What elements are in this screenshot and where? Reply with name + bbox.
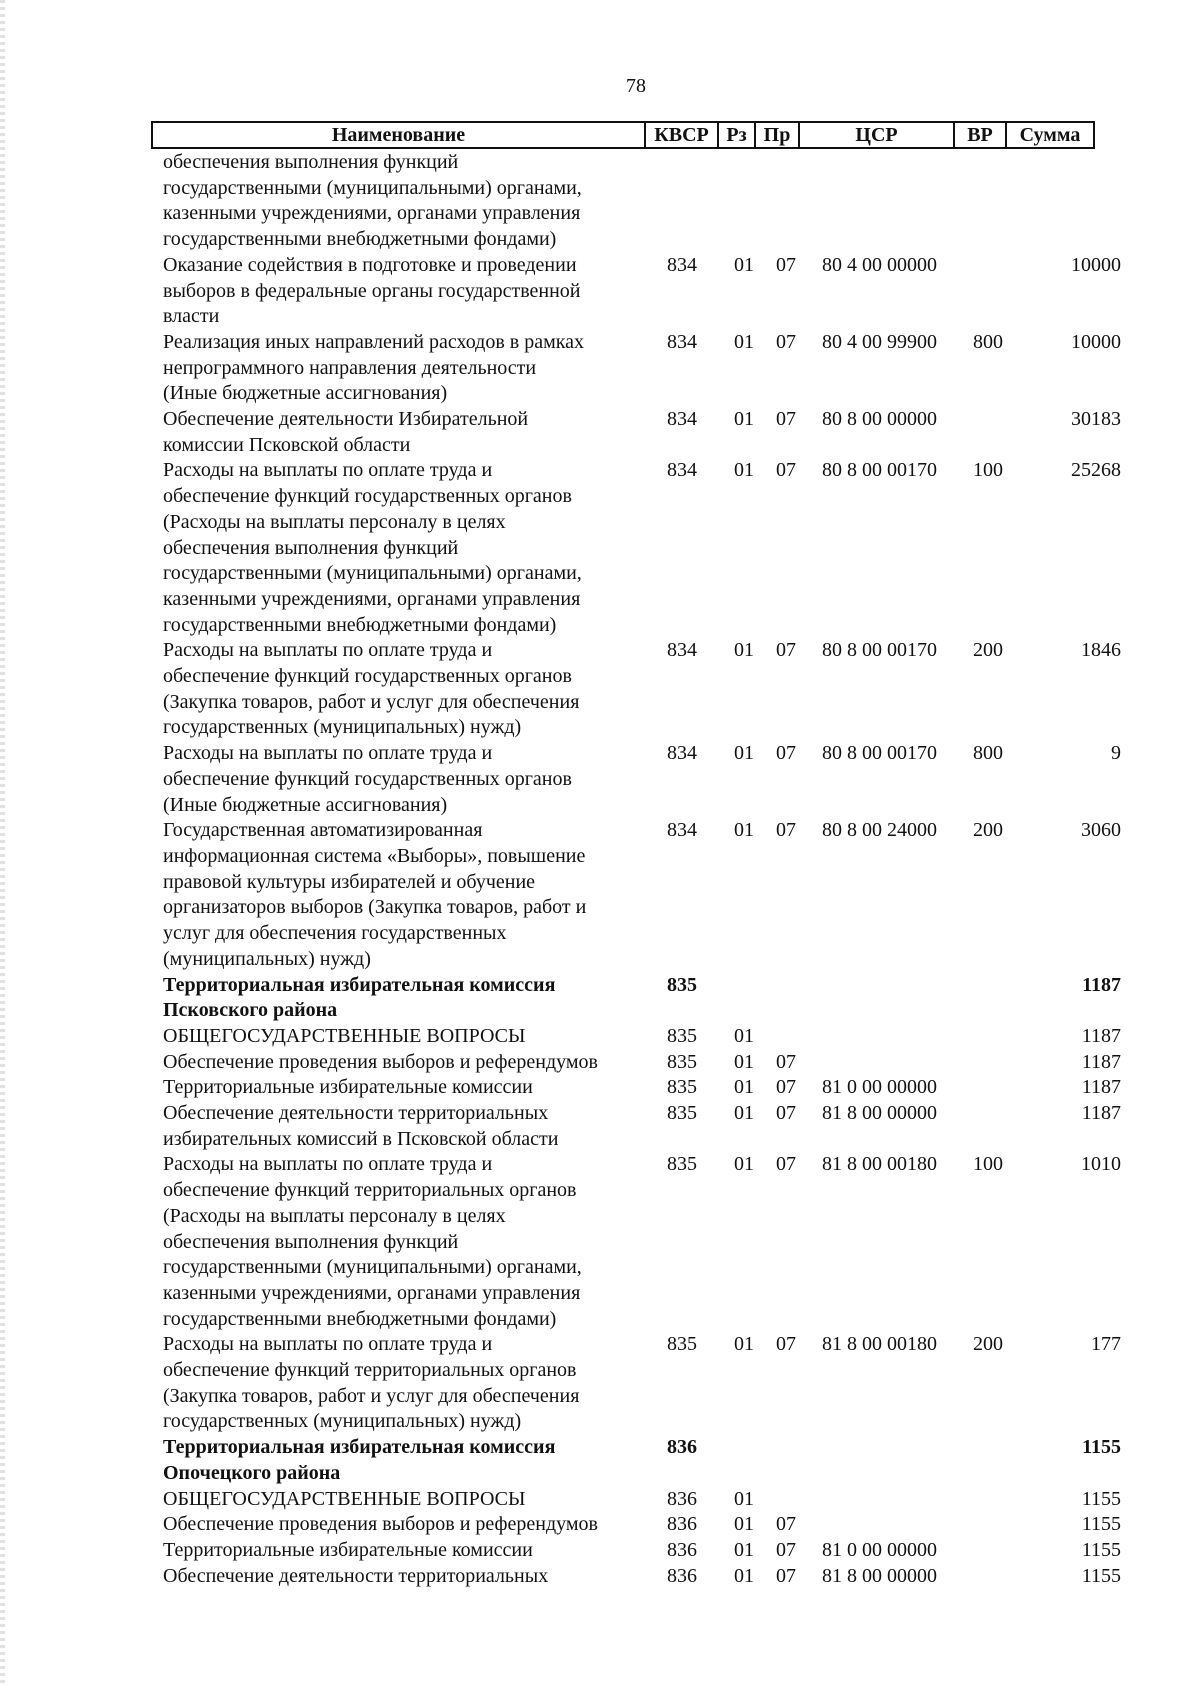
cell-pr: 07: [776, 1513, 796, 1536]
cell-kvsr: 836: [667, 1564, 697, 1587]
cell-kvsr: 836: [667, 1436, 697, 1459]
cell-vr: 100: [973, 1153, 1003, 1176]
cell-sum: 25268: [1071, 459, 1121, 482]
cell-name: Расходы на выплаты по оплате труда и обеспечение функций территориальных органов (Расходы на выплаты персоналу в целях обеспечения выполнения функций государственными (муниципальными) органами, казенными учреждениями, органами управления государственными внебюджетными фондами): [163, 1153, 582, 1330]
cell-sum: 1155: [1081, 1538, 1121, 1561]
cell-rz: 01: [734, 1564, 754, 1587]
cell-pr: 07: [776, 408, 796, 431]
table-row: [0, 1050, 1200, 1076]
table-row: [0, 1152, 1200, 1332]
cell-kvsr: 836: [667, 1513, 697, 1536]
cell-kvsr: 834: [667, 408, 697, 431]
cell-kvsr: 835: [667, 1024, 697, 1047]
cell-kvsr: 835: [667, 1076, 697, 1099]
cell-sum: 9: [1111, 742, 1121, 765]
header-pr: Пр: [756, 123, 800, 147]
cell-kvsr: 836: [667, 1487, 697, 1510]
cell-rz: 01: [734, 1024, 754, 1047]
cell-sum: 1187: [1082, 973, 1121, 996]
cell-csr: 80 4 00 00000: [822, 253, 937, 276]
cell-name: Обеспечение деятельности территориальных избирательных комиссий в Псковской области: [163, 1102, 559, 1150]
header-csr: ЦСР: [800, 123, 955, 147]
cell-kvsr: 834: [667, 459, 697, 482]
cell-kvsr: 835: [667, 1050, 697, 1073]
cell-kvsr: 835: [667, 973, 697, 996]
cell-vr: 800: [973, 330, 1003, 353]
table-row: [0, 638, 1200, 741]
cell-rz: 01: [734, 1513, 754, 1536]
cell-name: Обеспечение проведения выборов и референдумов: [163, 1050, 598, 1073]
cell-sum: 1155: [1081, 1564, 1121, 1587]
cell-name: Расходы на выплаты по оплате труда и обеспечение функций государственных органов (Иные бюджетные ассигнования): [163, 742, 572, 816]
cell-pr: 07: [776, 330, 796, 353]
cell-name: Территориальная избирательная комиссия Опочецкого района: [163, 1436, 556, 1484]
cell-rz: 01: [734, 1050, 754, 1073]
table-row: [0, 741, 1200, 818]
cell-sum: 1155: [1081, 1487, 1121, 1510]
cell-csr: 81 8 00 00180: [822, 1333, 937, 1356]
table-header: [151, 121, 1095, 149]
cell-sum: 1155: [1081, 1513, 1121, 1536]
cell-pr: 07: [776, 459, 796, 482]
cell-name: Территориальные избирательные комиссии: [163, 1076, 533, 1099]
cell-name: Государственная автоматизированная информационная система «Выборы», повышение правовой культуры избирателей и обучение организаторов выборов (Закупка товаров, работ и услуг для обеспечения государственных (муниципальных) нужд): [163, 819, 587, 970]
cell-name: Оказание содействия в подготовке и проведении выборов в федеральные органы государственной власти: [163, 253, 581, 328]
cell-sum: 1187: [1081, 1102, 1121, 1125]
header-sum: Сумма: [1019, 124, 1081, 146]
cell-sum: 10000: [1071, 253, 1121, 276]
table-row: [0, 818, 1200, 972]
table-row: [0, 1538, 1200, 1564]
cell-vr: 800: [973, 742, 1003, 765]
cell-sum: 1846: [1081, 639, 1121, 662]
cell-name: Обеспечение деятельности Избирательной комиссии Псковской области: [163, 408, 529, 456]
cell-kvsr: 834: [667, 742, 697, 765]
cell-csr: 80 8 00 00000: [822, 408, 937, 431]
cell-pr: 07: [776, 1050, 796, 1073]
cell-pr: 07: [776, 1538, 796, 1561]
cell-rz: 01: [734, 639, 754, 662]
header-kvsr: КВСР: [646, 123, 719, 147]
cell-rz: 01: [734, 1487, 754, 1510]
cell-csr: 81 0 00 00000: [822, 1538, 937, 1561]
cell-sum: 1155: [1082, 1436, 1121, 1459]
cell-rz: 01: [734, 1333, 754, 1356]
cell-rz: 01: [734, 1538, 754, 1561]
cell-name: Территориальные избирательные комиссии: [163, 1538, 533, 1561]
cell-rz: 01: [734, 1153, 754, 1176]
cell-csr: 81 8 00 00180: [822, 1153, 937, 1176]
table-row: [0, 150, 1200, 253]
cell-csr: 81 8 00 00000: [822, 1102, 937, 1125]
cell-kvsr: 834: [667, 639, 697, 662]
table-row: [0, 330, 1200, 407]
cell-kvsr: 836: [667, 1538, 697, 1561]
cell-pr: 07: [776, 1564, 796, 1587]
cell-pr: 07: [776, 819, 796, 842]
header-vr: ВР: [955, 123, 1007, 147]
cell-csr: 80 8 00 00170: [822, 459, 937, 482]
cell-name: обеспечения выполнения функций государственными (муниципальными) органами, казенными учреждениями, органами управления государственными внебюджетными фондами): [163, 151, 582, 251]
table-body: [0, 150, 1200, 1589]
table-row: [0, 1512, 1200, 1538]
cell-kvsr: 835: [667, 1153, 697, 1176]
cell-sum: 1187: [1081, 1050, 1121, 1073]
header-name: Наименование: [153, 123, 646, 147]
table-row: [0, 407, 1200, 458]
cell-name: Реализация иных направлений расходов в рамках непрограммного направления деятельности (Иные бюджетные ассигнования): [163, 330, 585, 405]
cell-csr: 80 8 00 00170: [822, 742, 937, 765]
table-row: [0, 253, 1200, 330]
cell-sum: 1187: [1081, 1024, 1121, 1047]
cell-name: Обеспечение проведения выборов и референдумов: [163, 1513, 598, 1536]
cell-kvsr: 834: [667, 253, 697, 276]
cell-name: Расходы на выплаты по оплате труда и обеспечение функций государственных органов (Расходы на выплаты персоналу в целях обеспечения выполнения функций государственными (муниципальными) органами, казенными учреждениями, органами управления государственными внебюджетными фондами): [163, 459, 582, 636]
cell-name: Расходы на выплаты по оплате труда и обеспечение функций территориальных органов (Закупка товаров, работ и услуг для обеспечения государственных (муниципальных) нужд): [163, 1333, 580, 1433]
table-row: [0, 1332, 1200, 1435]
cell-kvsr: 835: [667, 1333, 697, 1356]
cell-vr: 200: [973, 1333, 1003, 1356]
cell-name: Обеспечение деятельности территориальных: [163, 1564, 549, 1587]
table-row: [0, 1564, 1200, 1590]
table-row: [0, 973, 1200, 1024]
cell-vr: 200: [973, 819, 1003, 842]
page-number: 78: [626, 75, 646, 97]
cell-name: Расходы на выплаты по оплате труда и обеспечение функций государственных органов (Закупка товаров, работ и услуг для обеспечения государственных (муниципальных) нужд): [163, 639, 580, 739]
cell-rz: 01: [734, 253, 754, 276]
table-row: [0, 1487, 1200, 1513]
table-row: [0, 1101, 1200, 1152]
table-row: [0, 458, 1200, 638]
cell-rz: 01: [734, 1076, 754, 1099]
cell-pr: 07: [776, 1153, 796, 1176]
cell-pr: 07: [776, 253, 796, 276]
cell-rz: 01: [734, 1102, 754, 1125]
cell-csr: 81 8 00 00000: [822, 1564, 937, 1587]
cell-pr: 07: [776, 742, 796, 765]
cell-sum: 177: [1091, 1333, 1121, 1356]
cell-pr: 07: [776, 1102, 796, 1125]
cell-csr: 80 8 00 00170: [822, 639, 937, 662]
cell-kvsr: 834: [667, 819, 697, 842]
cell-rz: 01: [734, 330, 754, 353]
cell-name: ОБЩЕГОСУДАРСТВЕННЫЕ ВОПРОСЫ: [163, 1487, 526, 1510]
cell-name: Территориальная избирательная комиссия Псковского района: [163, 973, 556, 1022]
cell-pr: 07: [776, 639, 796, 662]
cell-sum: 3060: [1081, 819, 1121, 842]
table-row: [0, 1075, 1200, 1101]
table-row: [0, 1024, 1200, 1050]
cell-pr: 07: [776, 1076, 796, 1099]
cell-kvsr: 835: [667, 1102, 697, 1125]
cell-sum: 1187: [1081, 1076, 1121, 1099]
header-rz: Рз: [719, 123, 756, 147]
cell-rz: 01: [734, 408, 754, 431]
cell-csr: 80 4 00 99900: [822, 330, 937, 353]
cell-rz: 01: [734, 459, 754, 482]
cell-csr: 80 8 00 24000: [822, 819, 937, 842]
cell-vr: 200: [973, 639, 1003, 662]
cell-rz: 01: [734, 742, 754, 765]
cell-kvsr: 834: [667, 330, 697, 353]
cell-sum: 1010: [1081, 1153, 1121, 1176]
cell-vr: 100: [973, 459, 1003, 482]
cell-csr: 81 0 00 00000: [822, 1076, 937, 1099]
cell-name: ОБЩЕГОСУДАРСТВЕННЫЕ ВОПРОСЫ: [163, 1024, 526, 1047]
cell-sum: 30183: [1071, 408, 1121, 431]
cell-rz: 01: [734, 819, 754, 842]
cell-sum: 10000: [1071, 330, 1121, 353]
table-row: [0, 1435, 1200, 1486]
cell-pr: 07: [776, 1333, 796, 1356]
